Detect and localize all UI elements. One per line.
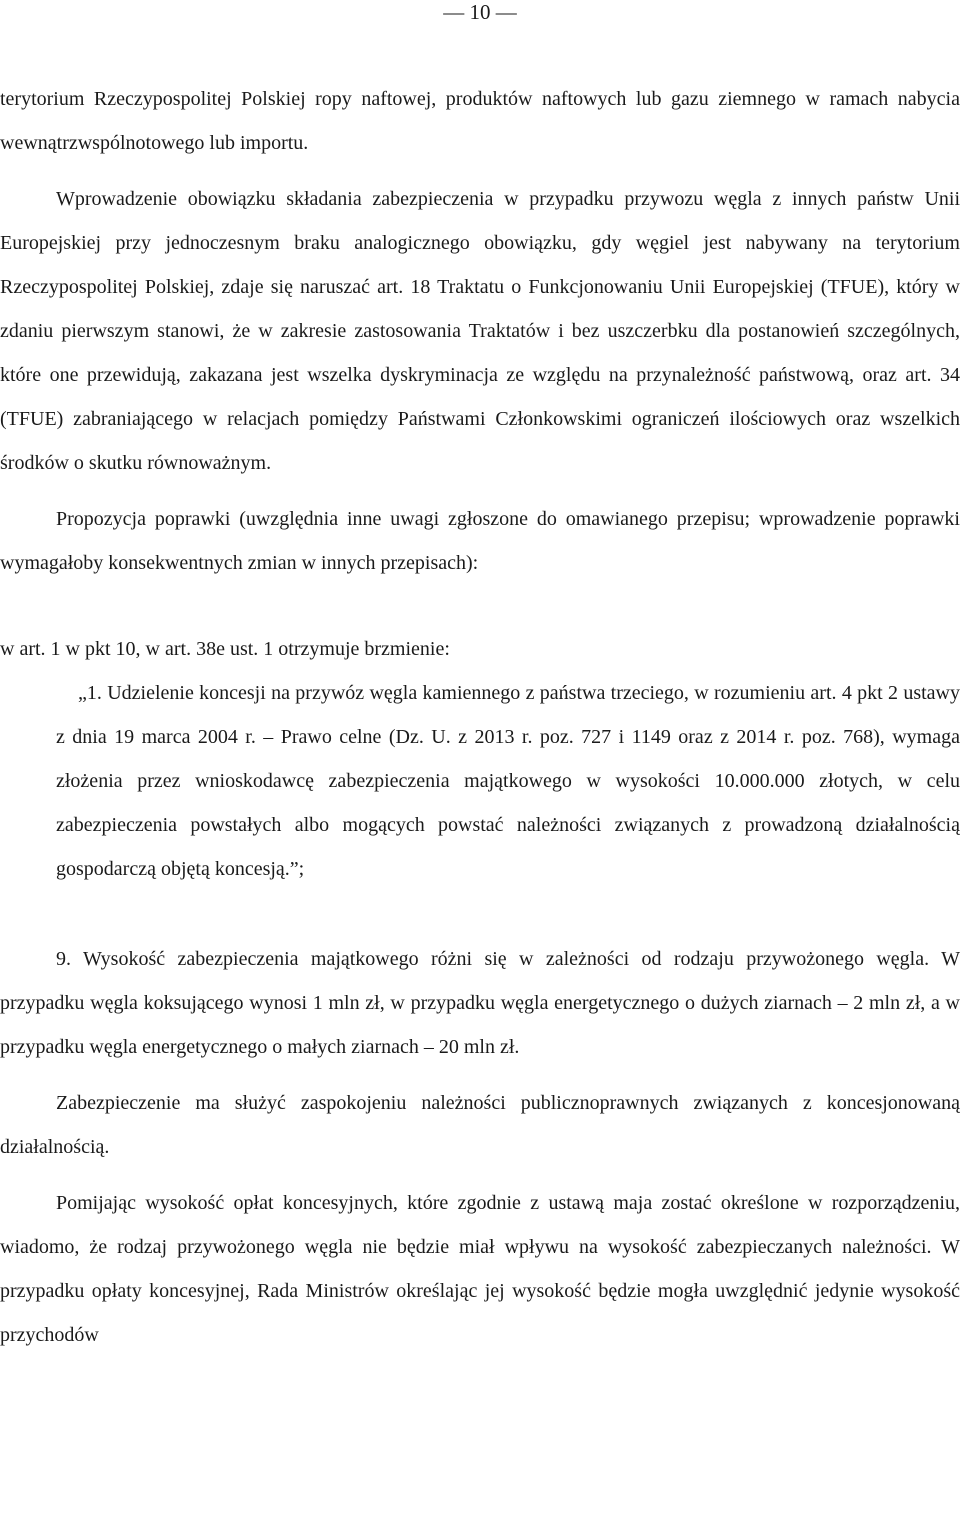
para-violation-tfue: Wprowadzenie obowiązku składania zabezpieczenia w przypadku przywozu węgla z innych państw Unii Europejskiej przy jednoczesnym braku analogicznego obowiązku, gdy węgiel jest nabywany na terytorium Rzeczypospolitej Polskiej, zdaje się naruszać art. 18 Traktatu o Funkcjonowaniu Unii Europejskiej (TFUE), który w zdaniu pierwszym stanowi, że w zakresie zastosowania Traktatów i bez uszczerbku dla postanowień szczególnych, które one przewidują, zakazana jest wszelka dyskryminacja ze względu na przynależność państwową, oraz art. 34 (TFUE) zabraniającego w relacjach pomiędzy Państwami Członkowskimi ograniczeń ilościowych oraz wszelkich środków o skutku równoważnym. [0, 188, 960, 474]
para-article-ref: w art. 1 w pkt 10, w art. 38e ust. 1 otrzymuje brzmienie: [0, 638, 450, 660]
document-body [0, 77, 960, 1357]
page-number: — 10 — [443, 0, 517, 24]
para-concession-fees: Pomijając wysokość opłat koncesyjnych, które zgodnie z ustawą maja zostać określone w rozporządzeniu, wiadomo, że rodzaj przywożonego węgla nie będzie miał wpływu na wysokość zabezpieczanych należności. W przypadku opłaty koncesyjnej, Rada Ministrów określając jej wysokość będzie mogła uwzględnić jedynie wysokość przychodów [0, 1192, 960, 1346]
para-security-purpose: Zabezpieczenie ma służyć zaspokojeniu należności publicznoprawnych związanych z koncesjonowaną działalnością. [0, 1092, 960, 1158]
para-continuation-import: terytorium Rzeczypospolitej Polskiej ropy naftowej, produktów naftowych lub gazu ziemnego w ramach nabycia wewnątrzwspólnotowego lub importu. [0, 88, 960, 154]
para-amendment-proposal: Propozycja poprawki (uwzględnia inne uwagi zgłoszone do omawianego przepisu; wprowadzenie poprawki wymagałoby konsekwentnych zmian w innych przepisach): [0, 508, 960, 574]
para-quoted-provision: „1. Udzielenie koncesji na przywóz węgla kamiennego z państwa trzeciego, w rozumieniu art. 4 pkt 2 ustawy z dnia 19 marca 2004 r. – Prawo celne (Dz. U. z 2013 r. poz. 727 i 1149 oraz z 2014 r. poz. 768), wymaga złożenia przez wnioskodawcę zabezpieczenia majątkowego w wysokości 10.000.000 złotych, w celu zabezpieczenia powstałych albo mogących powstać należności związanych z prowadzoną działalnością gospodarczą objętą koncesją.”; [56, 682, 960, 880]
para-point-9: 9. Wysokość zabezpieczenia majątkowego różni się w zależności od rodzaju przywożonego węgla. W przypadku węgla koksującego wynosi 1 mln zł, w przypadku węgla energetycznego o dużych ziarnach – 2 mln zł, a w przypadku węgla energetycznego o małych ziarnach – 20 mln zł. [0, 948, 960, 1058]
